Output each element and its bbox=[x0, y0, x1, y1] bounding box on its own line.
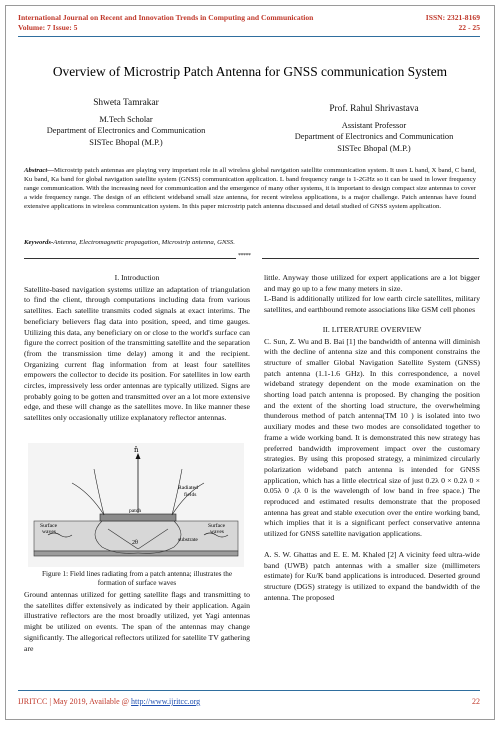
literature-heading: II. LITERATURE OVERVIEW bbox=[322, 324, 422, 334]
figure-1 bbox=[28, 443, 244, 567]
surface-right-line-2: waves bbox=[210, 529, 224, 535]
journal-link[interactable]: http://www.ijritcc.org bbox=[131, 697, 201, 706]
author-inst: SISTec Bhopal (M.P.) bbox=[337, 143, 411, 153]
author-name: Prof. Rahul Shrivastava bbox=[329, 104, 419, 114]
radiated-line-2: fields bbox=[184, 492, 197, 498]
left-column-bottom bbox=[24, 590, 250, 654]
surface-waves-left-label bbox=[40, 522, 59, 535]
surface-left-line-1: Surface bbox=[40, 523, 58, 529]
footer-rule bbox=[18, 690, 480, 691]
figure-caption: Figure 1: Field lines radiating from a patch antenna; illustrates the formation of surface waves bbox=[41, 570, 233, 587]
paragraph-continued: little. Anyway those utilized for expert applications are a lot bigger and may go up to a few many meters in size. bbox=[264, 273, 480, 293]
page-footer bbox=[18, 690, 480, 712]
substrate-label: substrate bbox=[178, 537, 198, 543]
abstract-text: Microstrip patch antennas are playing very important role in all wireless global navigation satellite communication system. It uses L band, X band, C band, Ku band, Ka band for global navigation satellite system (GNSS) communication application. L band frequency range is 1-2GHz so it can be used in lower frequency range communication. With the increasing need for communication and the emergence of many other systems, it is important to design compact size antennas to cover a wide frequency range. The design of an efficient wideband small size antenna, for recent wireless applications, is a major challenge. Patch antennas have found extensive applications in wireless communication system. In this paper microstrip patch antenna discussed and detail studied of GNSS system application. bbox=[24, 167, 476, 210]
footer-text bbox=[18, 697, 200, 706]
left-column-top bbox=[24, 273, 250, 424]
surface-left-line-2: waves bbox=[42, 529, 56, 535]
section-divider bbox=[24, 255, 479, 261]
divider-stars: ***** bbox=[238, 253, 251, 259]
keywords-label: Keywords- bbox=[24, 239, 54, 246]
surface-waves-right-label bbox=[208, 522, 227, 535]
page-range: 22 - 25 bbox=[458, 22, 480, 32]
keywords bbox=[24, 239, 476, 246]
ground-plane bbox=[34, 551, 238, 556]
author-name: Shweta Tamrakar bbox=[93, 98, 159, 108]
running-header bbox=[18, 13, 480, 41]
author-dept: Department of Electronics and Communication bbox=[46, 126, 206, 135]
author-role: Assistant Professor bbox=[341, 120, 407, 130]
paragraph-sun: C. Sun, Z. Wu and B. Bai [1] the bandwidth of antenna will diminish with the decline of antenna size and this component constrains the structure of smaller Global Navigation Satellite System (GNSS) patch antenna (1.1-1.6 GHz). In this correspondence, a novel wideband strategy dependent on the mode examination on the shorting load patch antenna is proposed. By changing the position and the extent of the shorting load structure, the overwhelming thunderous method of patch antenna(TM 10 ) is isolated into two auxiliary modes and these two modes are consolidated together to frame a wide working band. It is demonstrated this new strategy has preferred bandwidth improvement impact over the customary strategies. By using this proposed strategy, a minimized circularly polarization wideband patch antenna is intended for GNSS application, which has a little electrical size of just 0.2λ 0 × 0.2λ 0 × 0.05λ 0 .(λ 0 is the wavelength of low band in free space.) The reproduced and estimated results demonstrate that the proposed antenna has great and stable execution over the entire working band, which implies that it is a significant perfect conservative antenna utilized for GNSS satellite navigation applications. bbox=[264, 336, 480, 539]
surface-right-line-1: Surface bbox=[208, 523, 226, 529]
journal-name: International Journal on Recent and Innovation Trends in Computing and Communication bbox=[18, 13, 314, 22]
paper-title: Overview of Microstrip Patch Antenna for GNSS communication System bbox=[52, 64, 448, 79]
issn: ISSN: 2321-8169 bbox=[425, 13, 480, 22]
radiated-line-1: Radiated bbox=[178, 485, 198, 491]
patch-label: patch bbox=[129, 508, 142, 514]
patch-element bbox=[100, 514, 176, 521]
normal-label: n̂ bbox=[134, 446, 139, 454]
paragraph-ghattas: A. S. W. Ghattas and E. E. M. Khaled [2] A vicinity feed ultra-wide band (UWB) patch antennas with a smaller size (millimeters estimate) for Ku/K band applications is introduced. Deserted ground structure (DGS) strategy is utilized to expand the bandwidth of the antenna. The proposed bbox=[264, 549, 480, 602]
issn-info bbox=[426, 13, 480, 32]
header-rule bbox=[18, 36, 480, 37]
author-block-1 bbox=[26, 98, 226, 148]
angle-label: 2θ bbox=[132, 540, 138, 546]
right-column bbox=[264, 273, 480, 603]
divider-line-right bbox=[262, 258, 479, 259]
divider-line-left bbox=[24, 258, 236, 259]
abstract-label: Abstract— bbox=[24, 167, 55, 174]
intro-paragraph-2: Ground antennas utilized for getting satellite flags and transmitting to the satellites differ extensively as indicated by their application. Again illustrative reflectors are the most broadly utilized, yet Yagi antennas might be utilized on events. The span of the antennas may change significantly. The allegorical reflectors utilized for satellite TV gathering are bbox=[24, 590, 250, 653]
journal-volume: Volume: 7 Issue: 5 bbox=[18, 22, 78, 32]
author-role: M.Tech Scholar bbox=[99, 114, 153, 124]
intro-heading: I. Introduction bbox=[114, 273, 160, 282]
author-inst: SISTec Bhopal (M.P.) bbox=[89, 137, 163, 147]
intro-paragraph-1: Satellite-based navigation systems utilize an adaptation of triangulation to find the client, through computations including data from various satellites. Each satellite transmits coded signals at exact interims. The beneficiary believers flag data into position, speed, and time gauges. Utilizing this data, any beneficiary on or close to the world's surface can figure the correct position of the transmitting satellite and the separation (from the transmission time delay) among it and the recipient. Organizing current flag information from at least four satellites empowers the collector to decide its position. For satellites in low earth circles, impressively less order antennas are typically utilized. Signs are probably going to be gotten and transmitted over an a lot more extensive edge, and these will change as the satellites move. In like manner these satellites only occasionally utilize explanatory reflector antennas. bbox=[24, 284, 250, 423]
footer-citation: IJRITCC | May 2019, Available @ bbox=[18, 697, 132, 706]
author-block-2 bbox=[268, 104, 480, 154]
patch-antenna-diagram bbox=[28, 443, 244, 567]
author-dept: Department of Electronics and Communication bbox=[294, 132, 454, 141]
paper-page bbox=[5, 5, 495, 720]
abstract bbox=[24, 167, 476, 212]
page-number: 22 bbox=[472, 697, 480, 706]
journal-info bbox=[18, 13, 313, 32]
keywords-text: Antenna, Electromagnetic propagation, Microstrip antenna, GNSS. bbox=[53, 239, 235, 246]
paragraph-lband: L-Band is additionally utilized for low earth circle satellites, military satellites, and earthbound remote associations like GSM cell phones bbox=[264, 294, 480, 315]
